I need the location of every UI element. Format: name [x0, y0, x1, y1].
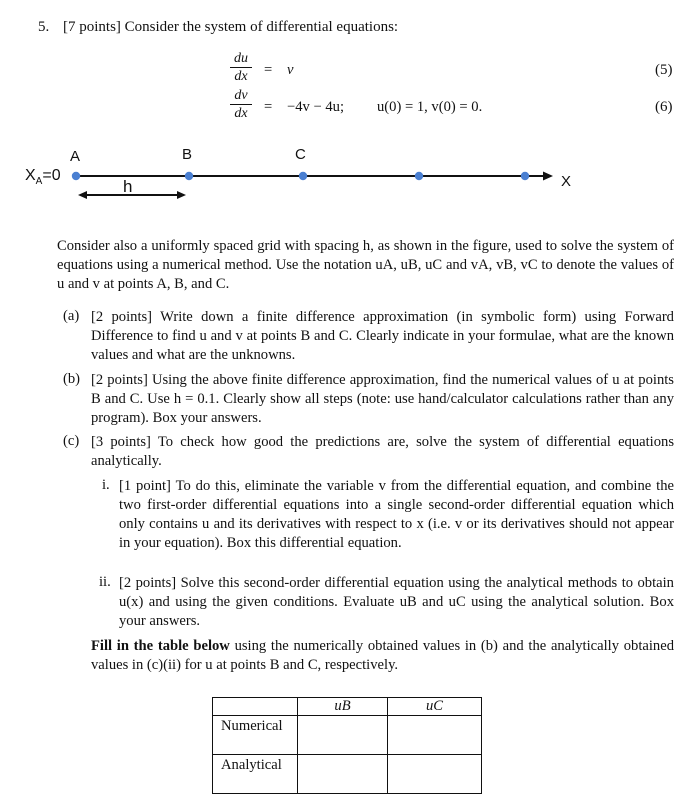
table-header-blank	[213, 698, 298, 716]
table-header-row	[213, 698, 482, 716]
part-c-ii-text: [2 points] Solve this second-order differential equation using the analytical methods to obtain u(x) and using the given conditions. Evaluate uB and uC using the analytical solution. Box your answers.	[119, 575, 674, 629]
part-c-text: [3 points] To check how good the predictions are, solve the system of differential equations analytically.	[91, 434, 674, 469]
part-a-text: [2 points] Write down a finite difference approximation (in symbolic form) using Forward Difference to find u and v at points B and C. Clearly indicate in your formulae, what are the known values and what are the unknowns.	[91, 309, 674, 363]
table-header-uc: uC	[388, 698, 482, 716]
cell-analytical-ub[interactable]	[298, 755, 388, 794]
row-label-analytical: Analytical	[213, 755, 298, 794]
intro-paragraph: Consider also a uniformly spaced grid with spacing h, as shown in the figure, used to solve the system of equations using a numerical method. Use the notation uA, uB, uC and vA, vB, vC to denote the values of u and v at points A, B, and C.	[57, 238, 674, 292]
grid-point-b	[185, 172, 193, 180]
part-c-label: (c)	[63, 433, 80, 449]
part-b-label: (b)	[63, 371, 81, 387]
grid-point-e	[521, 172, 529, 180]
eq5-derivative: $\frac{du}{dx}$	[230, 51, 252, 85]
part-c-i-text: [1 point] To do this, eliminate the variable v from the differential equation, and combine the two first-order differential equations into a single second-order differential equation which only contains u and its derivatives with respect to x (i.e. v or its derivatives should not appear in your equation). Box this differential equation.	[119, 478, 674, 551]
point-a-label: A	[70, 148, 81, 165]
eq6-conditions: u(0) = 1, v(0) = 0.	[377, 99, 483, 115]
part-b-text: [2 points] Using the above finite difference approximation, find the numerical values of u at points B and C. Use h = 0.1. Clearly show all steps (note: use hand/calculator calculations rather than any program). Box your answers.	[91, 372, 674, 426]
grid-point-d	[415, 172, 423, 180]
table-header-ub: uB	[298, 698, 388, 716]
point-c-label: C	[295, 146, 306, 163]
part-c-ii-label: ii.	[99, 574, 111, 590]
grid-point-c	[299, 172, 307, 180]
eq5-equals: =	[264, 62, 273, 78]
question-intro: Consider the system of differential equations:	[124, 19, 399, 35]
fill-instruction: Fill in the table below using the numerically obtained values in (b) and the analytically obtained values in (c)(ii) for u at points B and C, respectively.	[91, 638, 674, 673]
row-label-numerical: Numerical	[213, 716, 298, 755]
eq6-rhs: −4v − 4u;	[287, 99, 344, 115]
cell-analytical-uc[interactable]	[388, 755, 482, 794]
grid-line-svg	[0, 0, 687, 220]
eq5-label: (5)	[655, 62, 673, 78]
part-c-i-label: i.	[102, 477, 110, 493]
eq6-equals: =	[264, 99, 273, 115]
question-points: [7 points]	[63, 19, 121, 35]
point-b-label: B	[182, 146, 193, 163]
spacing-arrow-left	[78, 191, 87, 199]
eq5-rhs: v	[287, 62, 294, 78]
axis-arrowhead	[543, 172, 553, 181]
results-table	[212, 697, 482, 794]
spacing-arrow-right	[177, 191, 186, 199]
part-a-label: (a)	[63, 308, 80, 324]
table-row-numerical	[213, 716, 482, 755]
spacing-label: h	[123, 177, 133, 196]
question-number: 5.	[38, 19, 50, 35]
table-row-analytical	[213, 755, 482, 794]
eq6-label: (6)	[655, 99, 673, 115]
eq6-derivative: $\frac{dv}{dx}$	[230, 88, 252, 122]
cell-numerical-ub[interactable]	[298, 716, 388, 755]
origin-label: $X_A=0$	[25, 167, 61, 188]
cell-numerical-uc[interactable]	[388, 716, 482, 755]
grid-point-a	[72, 172, 80, 180]
axis-label: X	[561, 173, 572, 190]
